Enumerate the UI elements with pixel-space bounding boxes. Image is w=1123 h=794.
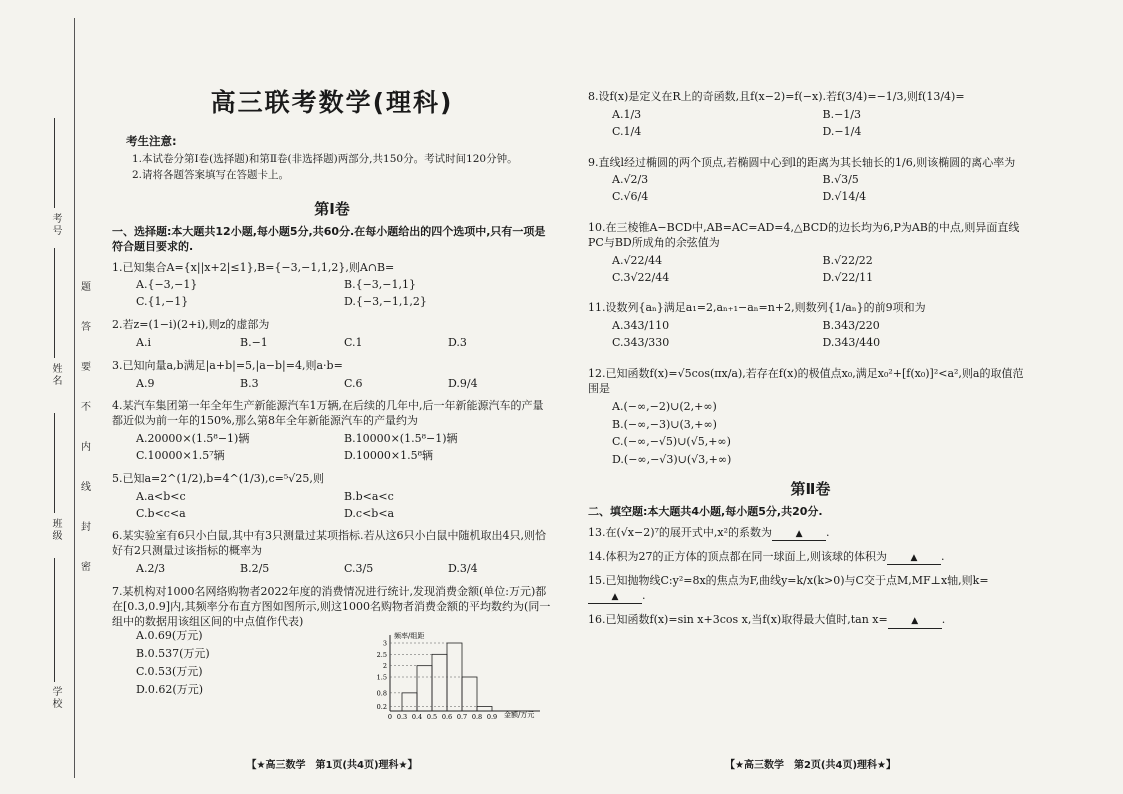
question-stem: 7.某机构对1000名网络购物者2022年度的消费情况进行统计,发现消费金额(单位:万元)都在[0.3,0.9]内,其频率分布直方图如图所示,则这1000名购物者消费金额的平均数约为(同一组中的数据用该组区间的中点值作代表) <box>112 584 551 628</box>
option-c: C.0.53(万元) <box>136 665 203 679</box>
y-tick-label: 0.2 <box>376 703 387 712</box>
question-tail: . <box>941 613 946 627</box>
question-stem: 14.体积为27的正方体的顶点都在同一球面上,则该球的体积为 <box>588 550 887 564</box>
notice-item: 2.请将各题答案填写在答题卡上。 <box>132 169 290 182</box>
question-10 <box>588 221 1033 287</box>
volume-1-title: 第Ⅰ卷 <box>314 199 350 218</box>
question-5 <box>112 472 552 524</box>
option-b: B.√3/5 <box>822 173 859 187</box>
seal-char: 要 <box>81 362 91 373</box>
question-stem: 9.直线l经过椭圆的两个顶点,若椭圆中心到l的距离为其长轴长的1/6,则该椭圆的离心率为 <box>588 155 1016 169</box>
frequency-histogram <box>354 629 552 719</box>
question-stem: 3.已知向量a,b满足|a+b|=5,|a−b|=4,则a·b= <box>112 358 343 372</box>
x-tick-label: 0.6 <box>441 713 453 720</box>
exam-no-label: 考号 <box>50 213 61 237</box>
question-13 <box>588 526 1033 541</box>
question-stem: 10.在三棱锥A−BCD中,AB=AC=AD=4,△BCD的边长均为6,P为AB的中点,则异面直线PC与BD所成角的余弦值为 <box>588 221 1020 249</box>
question-tail: . <box>826 526 830 540</box>
histogram-bar <box>417 666 432 711</box>
seal-char: 不 <box>81 402 91 413</box>
option-a: A.√2/3 <box>612 173 649 187</box>
option-a: A.2/3 <box>136 562 166 576</box>
x-tick-label: 0.8 <box>471 713 483 720</box>
page-1-footer: 【★高三数学 第1页(共4页)理科★】 <box>246 759 418 771</box>
option-c: C.(−∞,−√5)∪(√5,+∞) <box>612 435 731 449</box>
option-d: D.c<b<a <box>344 506 395 520</box>
option-c: C.10000×1.5⁷辆 <box>136 448 225 462</box>
histogram-bar <box>402 693 417 711</box>
question-stem: 16.已知函数f(x)=sin x+3cos x,当f(x)取得最大值时,tan x= <box>588 613 888 627</box>
notice-heading: 考生注意: <box>126 133 177 148</box>
name-label: 姓名 <box>50 363 61 387</box>
option-b: B.−1/3 <box>822 107 861 121</box>
option-a: A.0.69(万元) <box>136 629 203 643</box>
option-a: A.1/3 <box>612 107 642 121</box>
answer-blank: ▲ <box>772 528 826 541</box>
option-d: D.{−3,−1,1,2} <box>344 295 427 309</box>
answer-blank: ▲ <box>887 552 941 565</box>
y-tick-label: 1.5 <box>376 673 387 682</box>
seal-char: 密 <box>81 562 91 573</box>
answer-blank: ▲ <box>888 615 942 628</box>
y-tick-label: 2.5 <box>376 651 387 660</box>
histogram-bar <box>432 655 447 712</box>
option-d: D.9/4 <box>448 376 478 390</box>
option-b: B.10000×(1.5⁸−1)辆 <box>344 432 458 446</box>
option-b: B.{−3,−1,1} <box>344 278 416 292</box>
seal-char: 封 <box>81 522 91 533</box>
right-page <box>588 22 1033 771</box>
question-2 <box>112 318 552 353</box>
option-d: D.−1/4 <box>822 124 862 138</box>
question-12 <box>588 367 1033 471</box>
question-8 <box>588 90 1033 142</box>
option-d: D.(−∞,−√3)∪(√3,+∞) <box>612 453 732 467</box>
seal-char: 答 <box>81 322 91 333</box>
class-label: 班级 <box>50 518 61 542</box>
option-d: D.343/440 <box>822 336 881 350</box>
option-d: D.3 <box>448 335 467 349</box>
question-stem: 12.已知函数f(x)=√5cos(πx/a),若存在f(x)的极值点x₀,满足x₀²+[f(x₀)]²<a²,则a的取值范围是 <box>588 366 1024 395</box>
option-c: C.{1,−1} <box>136 295 189 309</box>
y-axis-label: 频率/组距 <box>393 632 425 641</box>
option-b: B.√22/22 <box>822 253 873 267</box>
x-tick-label: 0.9 <box>486 713 498 720</box>
option-c: C.3/5 <box>344 562 374 576</box>
question-stem: 13.在(√x−2)⁷的展开式中,x²的系数为 <box>588 526 773 540</box>
histogram-bar <box>477 707 492 712</box>
x-tick-label: 0.4 <box>411 713 423 720</box>
question-15 <box>588 574 1033 604</box>
seal-char: 线 <box>81 482 91 493</box>
question-3 <box>112 359 552 394</box>
option-c: C.b<c<a <box>136 506 186 520</box>
school-label: 学校 <box>50 686 61 710</box>
option-b: B.343/220 <box>822 319 880 333</box>
seal-char: 题 <box>81 282 91 293</box>
section-2-heading: 二、填空题:本大题共4小题,每小题5分,共20分. <box>588 505 823 519</box>
page-2-footer: 【★高三数学 第2页(共4页)理科★】 <box>725 759 896 771</box>
seal-char: 内 <box>81 442 91 453</box>
question-16 <box>588 613 1033 628</box>
option-b: B.0.537(万元) <box>136 647 210 661</box>
x-tick-label: 0.7 <box>456 713 468 720</box>
school-line <box>54 558 55 682</box>
y-tick-label: 0.8 <box>376 689 387 698</box>
y-tick-label: 3 <box>382 639 387 648</box>
option-d: D.0.62(万元) <box>136 682 203 696</box>
histogram-svg <box>354 629 554 719</box>
option-a: A.√22/44 <box>612 253 663 267</box>
option-a: A.i <box>136 335 151 349</box>
option-d: D.√14/4 <box>822 190 867 204</box>
option-a: A.(−∞,−2)∪(2,+∞) <box>612 399 717 413</box>
option-b: B.(−∞,−3)∪(3,+∞) <box>612 417 717 431</box>
option-a: A.{−3,−1} <box>136 278 198 292</box>
question-7 <box>112 585 552 720</box>
option-c: C.1/4 <box>612 124 642 138</box>
option-d: D.10000×1.5⁸辆 <box>344 448 434 462</box>
seal-line <box>74 18 75 778</box>
question-tail: . <box>941 550 945 564</box>
name-line <box>54 248 55 358</box>
left-page <box>112 22 552 771</box>
question-stem: 2.若z=(1−i)(2+i),则z的虚部为 <box>112 318 270 332</box>
question-stem: 1.已知集合A={x||x+2|≤1},B={−3,−1,1,2},则A∩B= <box>112 260 395 274</box>
exam-no-line <box>54 118 55 208</box>
question-9 <box>588 156 1033 208</box>
x-tick-label: 0.3 <box>396 713 408 720</box>
question-stem: 15.已知抛物线C:y²=8x的焦点为F,曲线y=k/x(k>0)与C交于点M,MF⊥x轴,则k= <box>588 574 989 588</box>
y-tick-label: 2 <box>382 662 387 671</box>
question-4 <box>112 399 552 465</box>
option-b: B.2/5 <box>240 562 270 576</box>
option-b: B.3 <box>240 376 259 390</box>
option-c: C.1 <box>344 335 363 349</box>
question-tail: . <box>642 589 646 603</box>
section-1-heading: 一、选择题:本大题共12小题,每小题5分,共60分.在每小题给出的四个选项中,只有一项是符合题目要求的. <box>112 224 546 253</box>
option-c: C.√6/4 <box>612 190 649 204</box>
option-b: B.−1 <box>240 335 268 349</box>
option-d: D.3/4 <box>448 562 478 576</box>
question-14 <box>588 550 1033 565</box>
option-a: A.20000×(1.5⁸−1)辆 <box>136 432 250 446</box>
answer-blank: ▲ <box>588 591 642 604</box>
option-a: A.9 <box>136 376 155 390</box>
option-c: C.3√22/44 <box>612 270 670 284</box>
option-b: B.b<a<c <box>344 489 394 503</box>
x-axis-label: 金额/万元 <box>503 711 535 720</box>
option-d: D.√22/11 <box>822 270 874 284</box>
question-stem: 8.设f(x)是定义在R上的奇函数,且f(x−2)=f(−x).若f(3/4)=−1/3,则f(13/4)= <box>588 90 965 103</box>
question-1 <box>112 261 552 313</box>
exam-title: 高三联考数学(理科) <box>210 88 454 117</box>
option-c: C.343/330 <box>612 336 670 350</box>
question-stem: 6.某实验室有6只小白鼠,其中有3只测量过某项指标.若从这6只小白鼠中随机取出4只,则恰好有2只测量过该指标的概率为 <box>112 529 546 558</box>
class-line <box>54 413 55 513</box>
question-stem: 11.设数列{aₙ}满足a₁=2,aₙ₊₁−aₙ=n+2,则数列{1/aₙ}的前9项和为 <box>588 301 926 315</box>
binding-margin <box>28 18 90 778</box>
histogram-bar <box>462 677 477 711</box>
option-a: A.a<b<c <box>136 489 186 503</box>
x-tick-label: 0 <box>387 713 392 720</box>
question-stem: 4.某汽车集团第一年全年生产新能源汽车1万辆,在后续的几年中,后一年新能源汽车的产量都近似为前一年的150%,那么第8年全年新能源汽车的产量约为 <box>112 399 544 428</box>
option-c: C.6 <box>344 376 363 390</box>
question-stem: 5.已知a=2^(1/2),b=4^(1/3),c=⁵√25,则 <box>112 471 324 485</box>
x-tick-label: 0.5 <box>426 713 438 720</box>
volume-2-title: 第Ⅱ卷 <box>790 480 831 499</box>
question-6 <box>112 529 552 579</box>
notice-item: 1.本试卷分第Ⅰ卷(选择题)和第Ⅱ卷(非选择题)两部分,共150分。考试时间120分钟。 <box>132 153 518 166</box>
question-11 <box>588 301 1033 353</box>
option-a: A.343/110 <box>612 319 670 333</box>
